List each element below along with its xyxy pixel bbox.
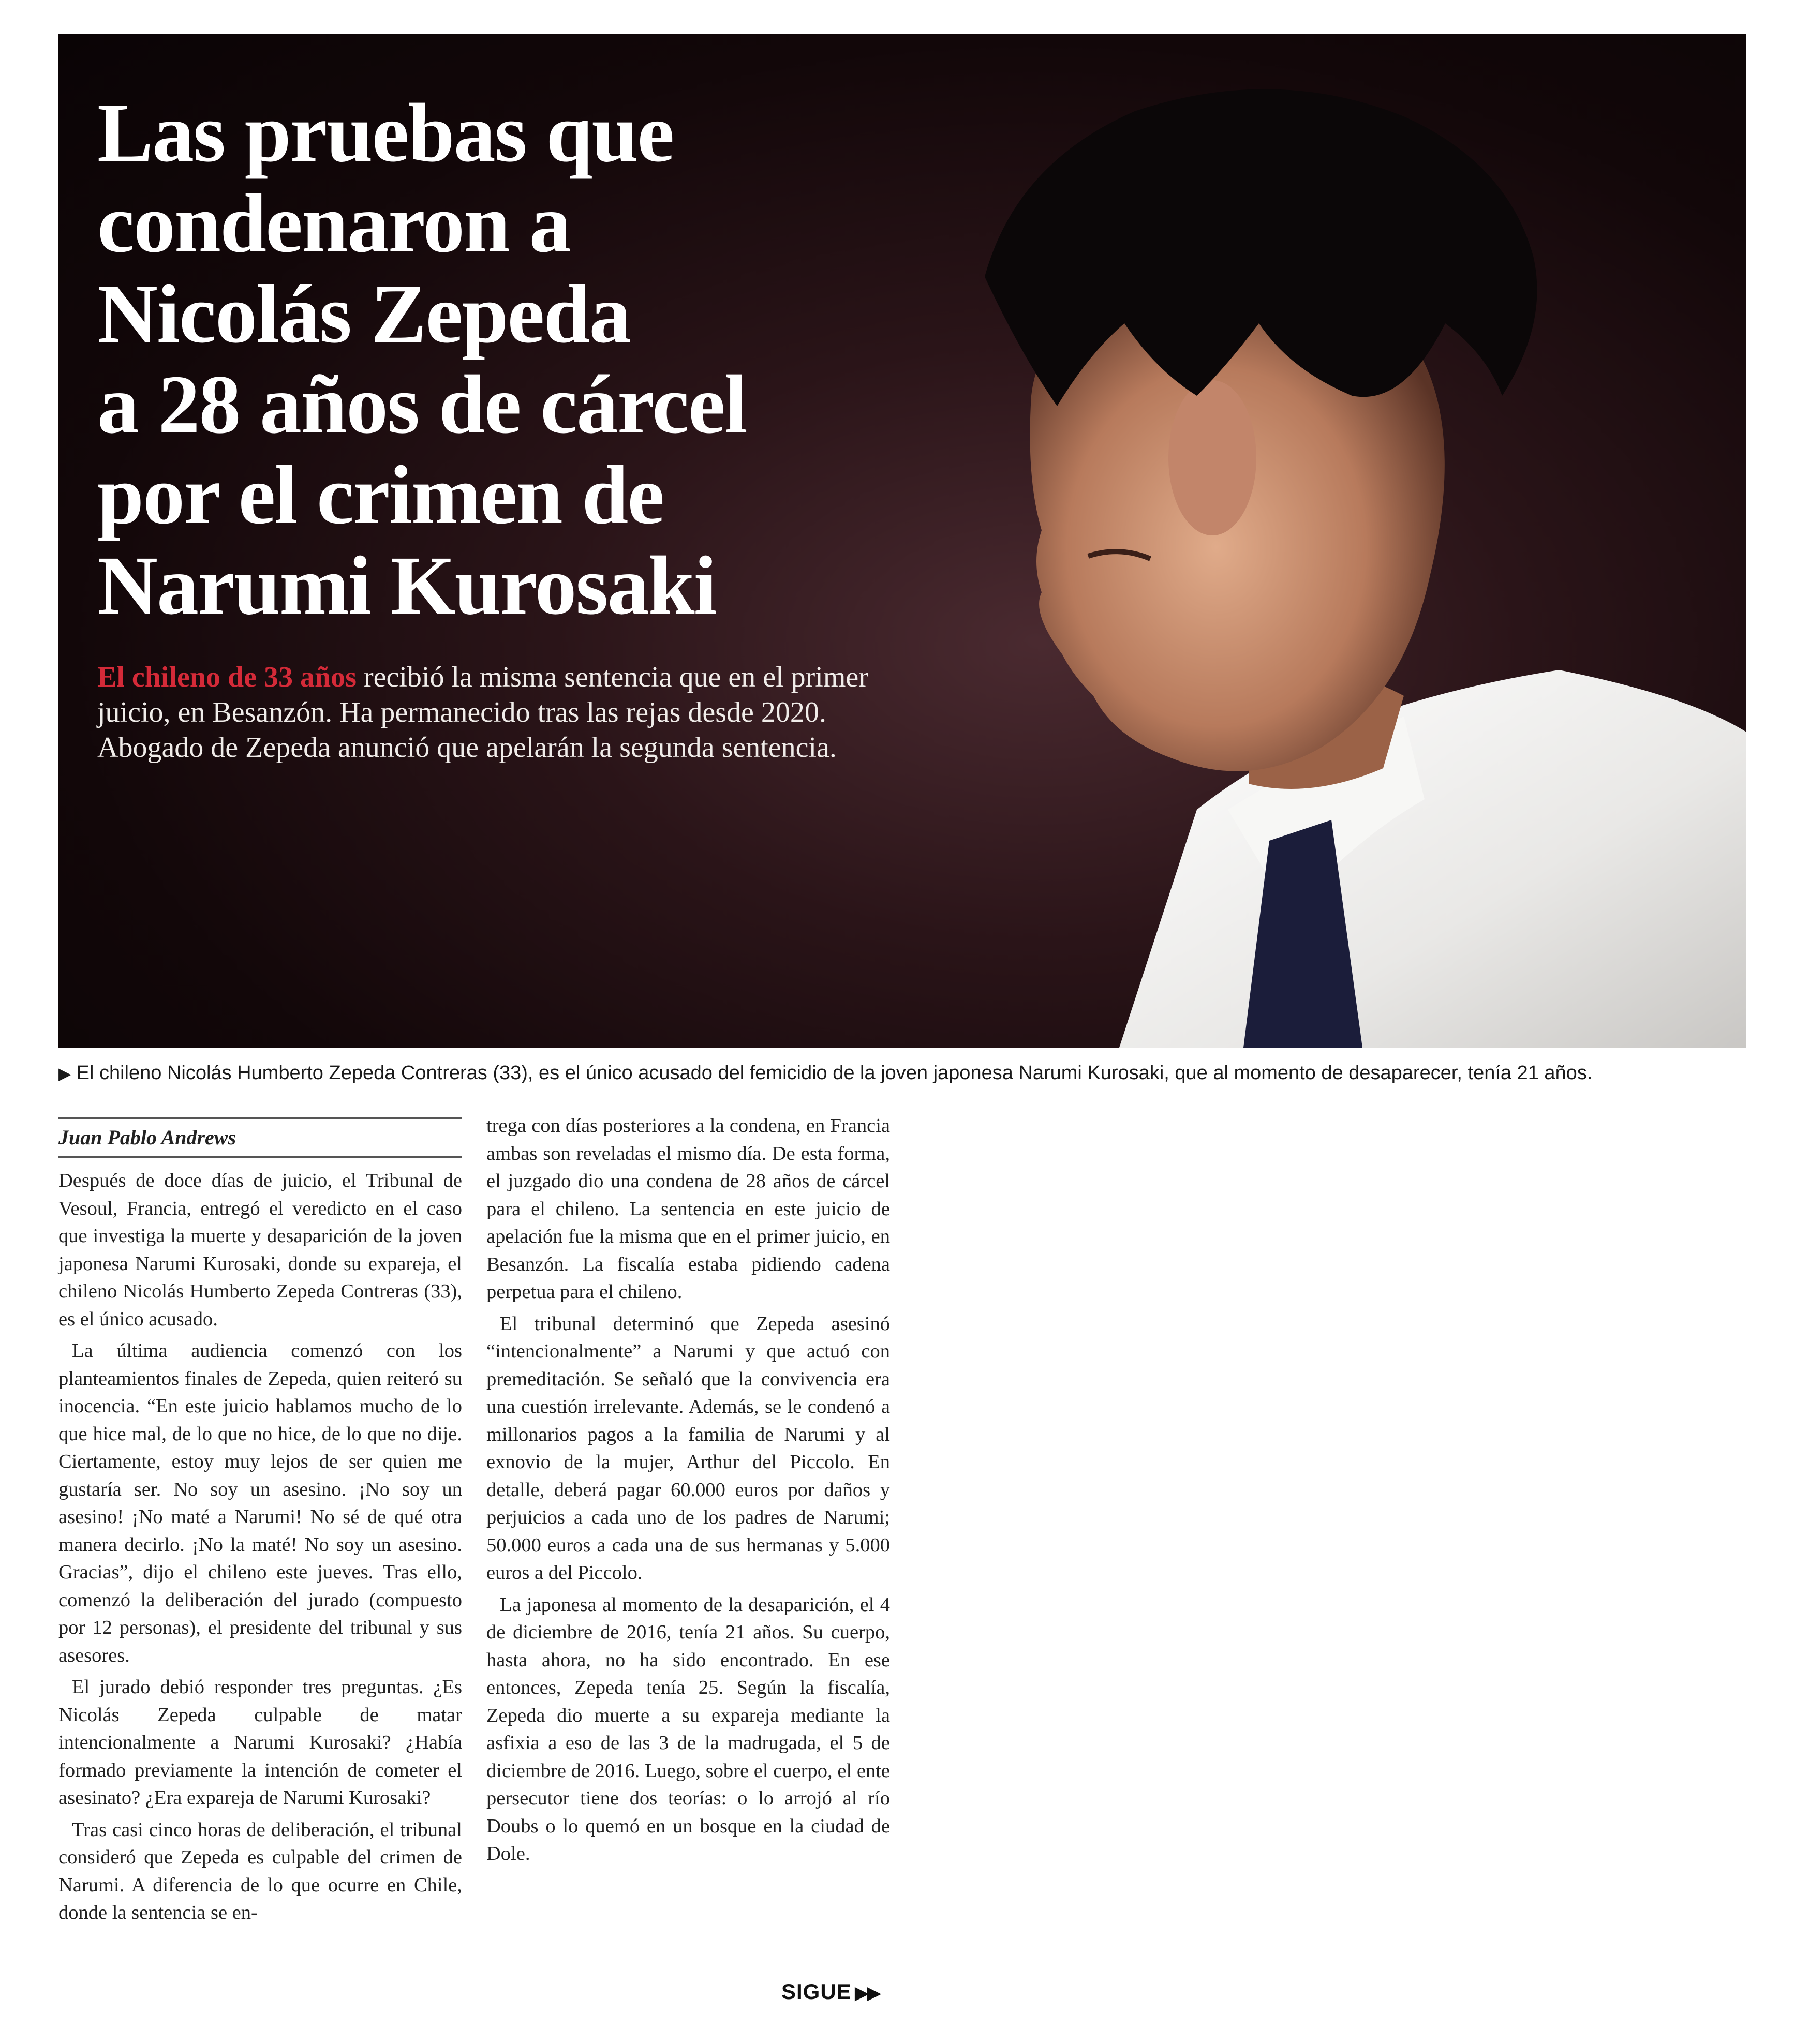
headline bbox=[97, 88, 951, 631]
headline-line: Narumi Kurosaki bbox=[97, 540, 716, 632]
body-paragraph: La última audiencia comenzó con los planteamientos finales de Zepeda, quien reiteró su inocencia. “En este juicio hablamos mucho de lo que hice mal, de lo que no hice, de lo que no dije. Ciertamente, estoy muy lejos de ser quien me gustaría ser. No soy un asesino. ¡No soy un asesino! ¡No maté a Narumi! No sé de qué otra manera decirlo. ¡No la maté! No soy un asesino. Gracias”, dijo el chileno este jueves. Tras ello, comenzó la deliberación del jurado (compuesto por 12 personas), el presidente del tribunal y sus asesores. bbox=[58, 1340, 462, 1666]
byline: Juan Pablo Andrews bbox=[58, 1126, 236, 1149]
body-paragraph: Tras casi cinco horas de deliberación, el tribunal consideró que Zepeda es culpable del crimen de Narumi. A diferencia de lo que ocurre en Chile, donde la sentencia se en- bbox=[58, 1818, 462, 1923]
body-paragraph: El jurado debió responder tres preguntas. ¿Es Nicolás Zepeda culpable de matar intencionalmente a Narumi Kurosaki? ¿Había formado previamente la intención de cometer el asesinato? ¿Era expareja de Narumi Kurosaki? bbox=[58, 1676, 462, 1809]
article-column-1 bbox=[58, 1117, 462, 1927]
body-paragraph: La japonesa al momento de la desaparición, el 4 de diciembre de 2016, tenía 21 años. Su cuerpo, hasta ahora, no ha sido encontrado. En ese entonces, Zepeda tenía 25. Según la fiscalía, Zepeda dio muerte a su expareja mediante la asfixia a eso de las 3 de la madrugada, el 5 de diciembre de 2016. Luego, sobre el cuerpo, el ente persecutor tiene dos teorías: o lo arrojó al río Doubs o lo quemó en un bosque en la ciudad de Dole. bbox=[486, 1593, 890, 1864]
deck-highlight: El chileno de 33 años bbox=[97, 661, 357, 693]
article-column-2 bbox=[486, 1112, 890, 1868]
continue-link[interactable] bbox=[781, 1979, 879, 2004]
double-arrow-right-icon: ▶▶ bbox=[854, 1982, 880, 2003]
headline-line: Nicolás Zepeda bbox=[97, 268, 630, 361]
byline-rule bbox=[58, 1117, 462, 1119]
deck-text: recibió la misma sentencia que en el primer juicio, en Besanzón. Ha permanecido tras las rejas desde 2020. Abogado de Zepeda anunció que apelarán la segunda sentencia. bbox=[97, 661, 868, 764]
body-paragraph: trega con días posteriores a la condena, en Francia ambas son reveladas el mismo día. De esta forma, el juzgado dio una condena de 28 años de cárcel para el chileno. La sentencia en este juicio de apelación fue la misma que en el primer juicio, en Besanzón. La fiscalía estaba pidiendo cadena perpetua para el chileno. bbox=[486, 1115, 890, 1303]
caption-text: El chileno Nicolás Humberto Zepeda Contreras (33), es el único acusado del femicidio de la joven japonesa Narumi Kurosaki, que al momento de desaparecer, tenía 21 años. bbox=[76, 1062, 1593, 1084]
body-paragraph: Después de doce días de juicio, el Tribunal de Vesoul, Francia, entregó el veredicto en el caso que investiga la muerte y desaparición de la joven japonesa Narumi Kurosaki, donde su expareja, el chileno Nicolás Humberto Zepeda Contreras (33), es el único acusado. bbox=[58, 1170, 462, 1330]
headline-line: condenaron a bbox=[97, 177, 570, 270]
deck-summary bbox=[97, 660, 925, 765]
ear-shape bbox=[1168, 380, 1256, 535]
body-paragraph: El tribunal determinó que Zepeda asesinó “intencionalmente” a Narumi y que actuó con premeditación. Se señaló que la convivencia era una cuestión irrelevante. Además, se le condenó a millonarios pagos a la familia de Narumi y al exnovio de la mujer, Arthur del Piccolo. En detalle, deberá pagar 60.000 euros por daños y perjuicios a cada uno de los padres de Narumi; 50.000 euros a cada una de sus hermanas y 5.000 euros a del Piccolo. bbox=[486, 1312, 890, 1584]
headline-line: Las pruebas que bbox=[97, 87, 674, 180]
headline-line: por el crimen de bbox=[97, 449, 664, 542]
headline-line: a 28 años de cárcel bbox=[97, 359, 747, 451]
continue-label: SIGUE bbox=[781, 1979, 852, 2004]
photo-caption bbox=[58, 1058, 1746, 1088]
byline-rule bbox=[58, 1156, 462, 1158]
hero-photo bbox=[58, 34, 1746, 1048]
caption-arrow-icon: ▶ bbox=[58, 1064, 71, 1083]
